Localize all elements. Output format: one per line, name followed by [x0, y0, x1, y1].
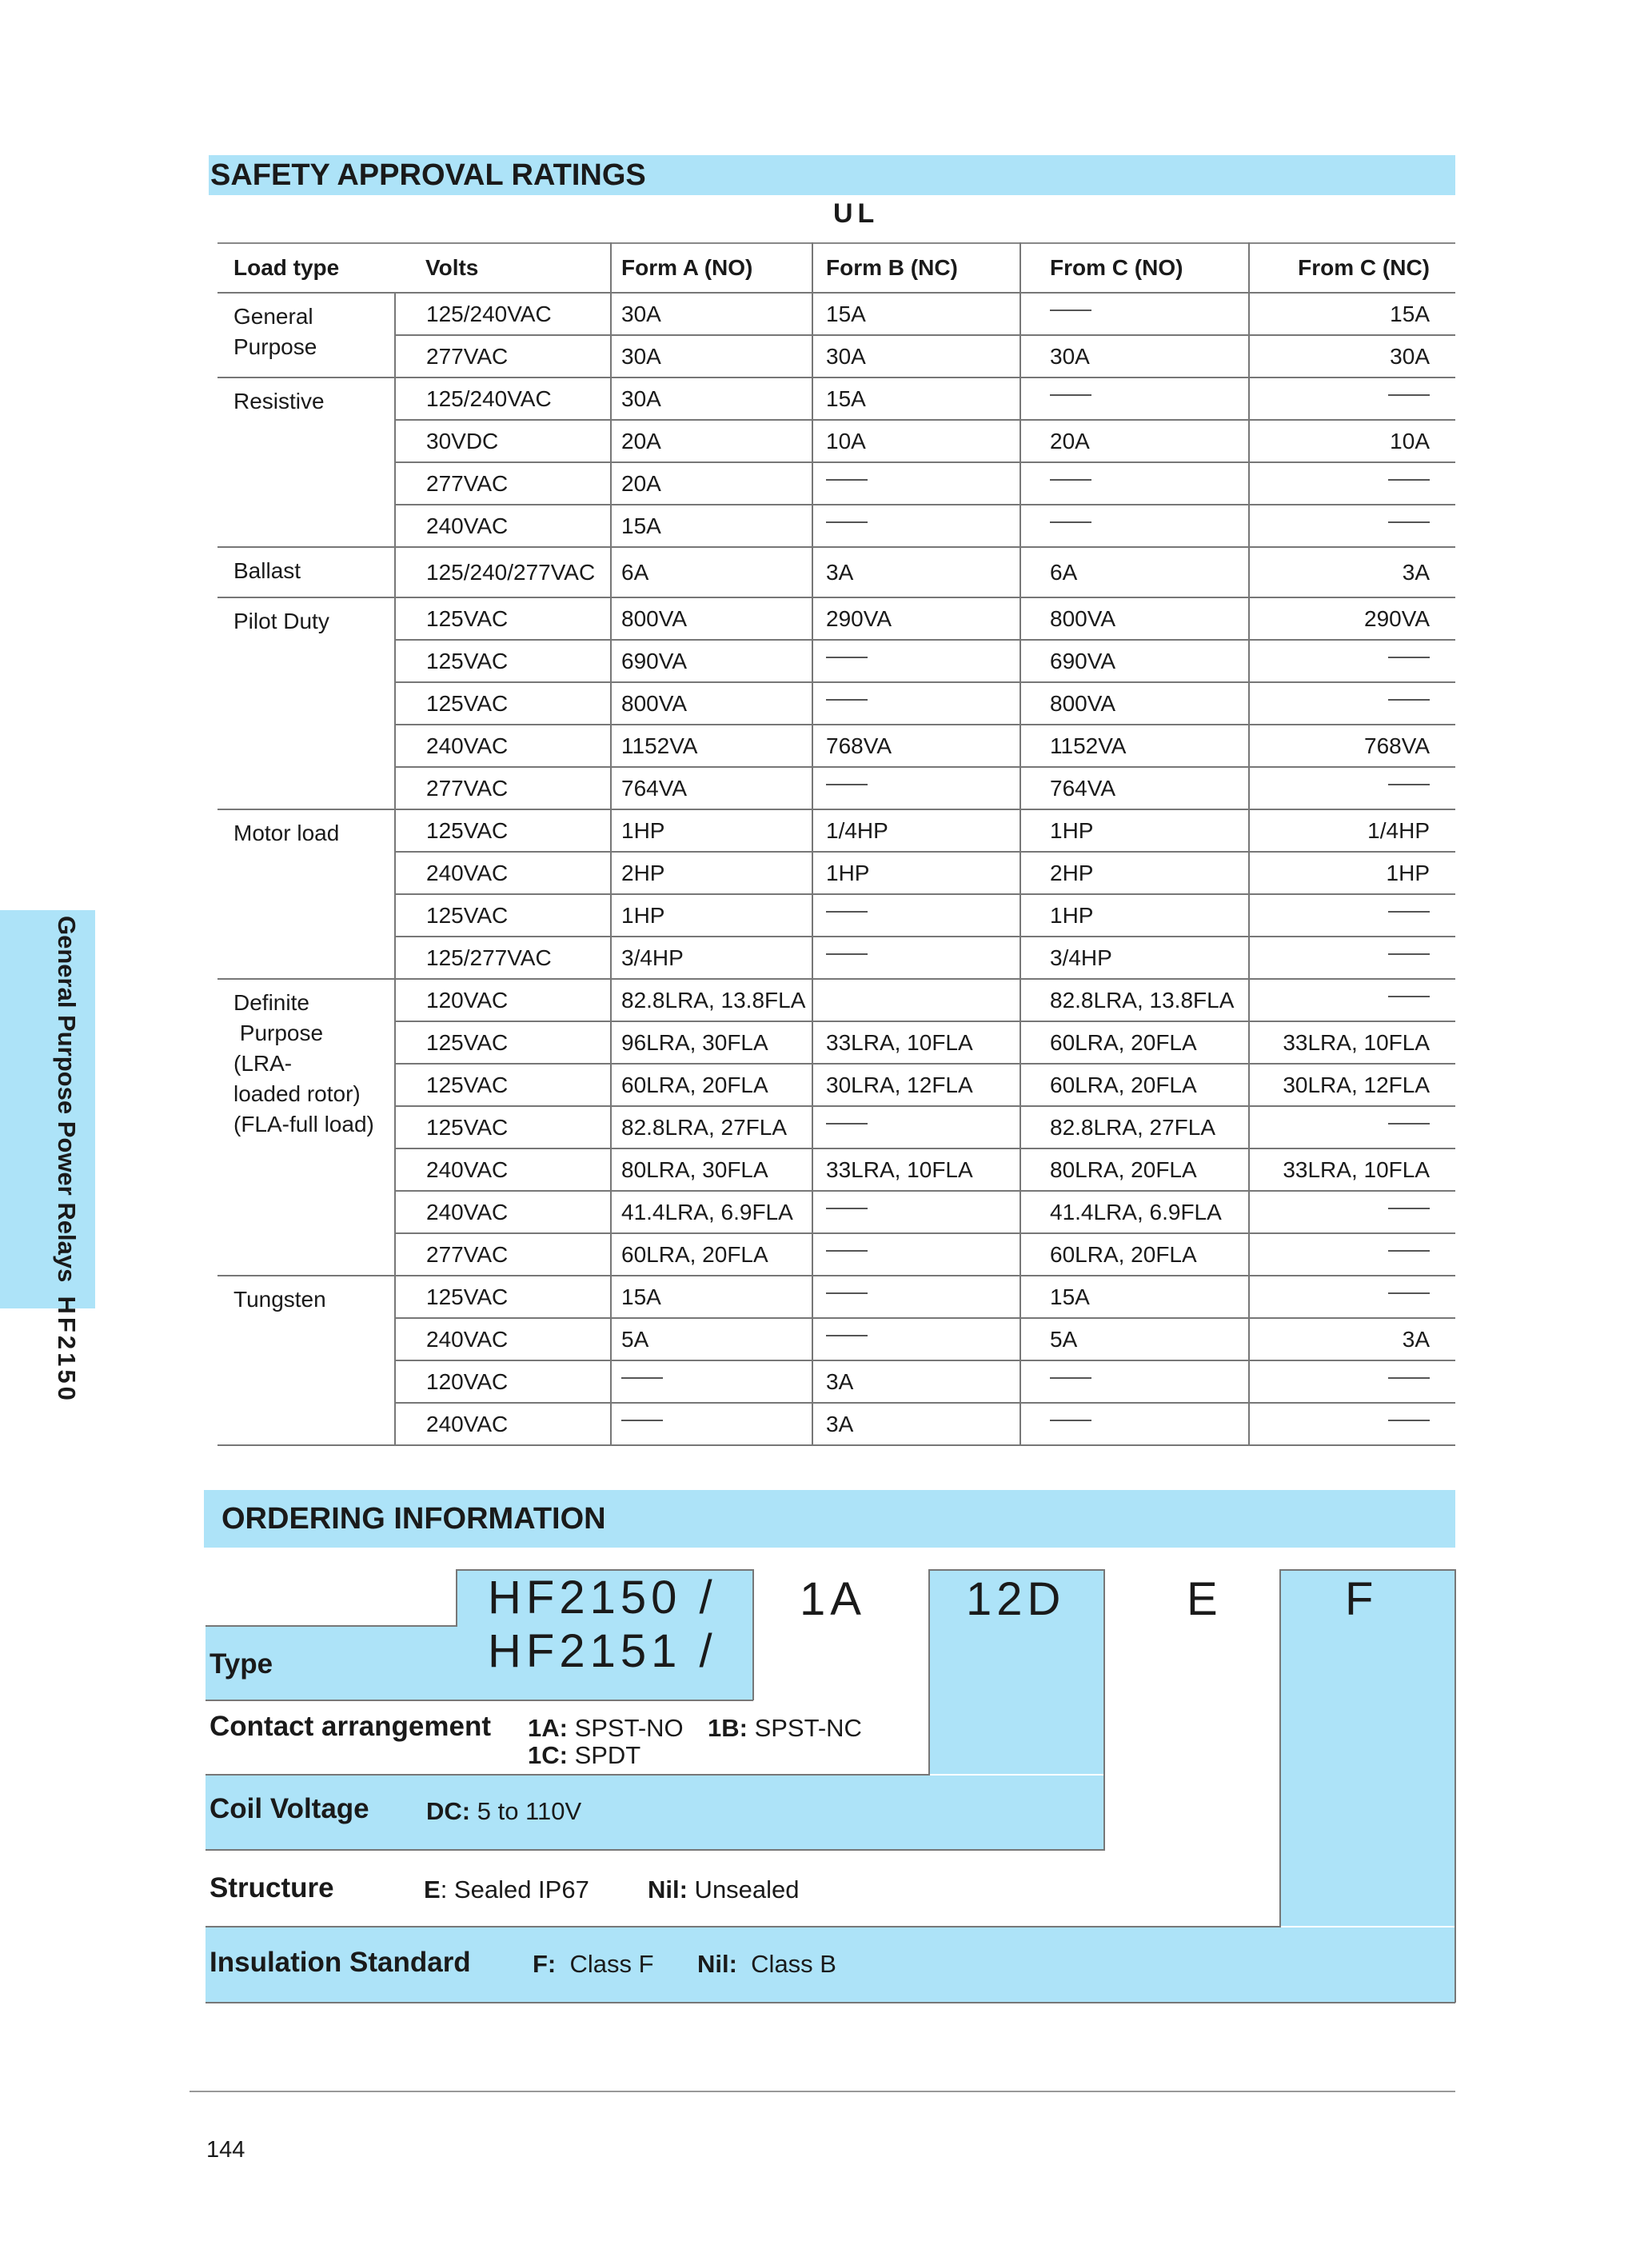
- dash-mark: [826, 1292, 868, 1294]
- form-c-nc-cell-empty: [1249, 1233, 1455, 1276]
- side-tab-title: General Purpose Power Relays: [53, 916, 81, 1283]
- contact-1b-key: 1B:: [708, 1714, 748, 1742]
- form-c-no-cell-empty: [1020, 462, 1249, 505]
- form-a-cell: 41.4LRA, 6.9FLA: [611, 1191, 812, 1233]
- volts-cell: 125VAC: [395, 640, 611, 682]
- dash-mark: [826, 1123, 868, 1124]
- form-c-nc-cell: 1HP: [1249, 852, 1455, 894]
- form-c-no-cell: 15A: [1020, 1276, 1249, 1318]
- form-b-cell: 15A: [812, 377, 1020, 420]
- form-b-cell-empty: [812, 1191, 1020, 1233]
- form-c-no-cell: 82.8LRA, 13.8FLA: [1020, 979, 1249, 1021]
- page-number: 144: [206, 2137, 245, 2163]
- form-a-cell: 15A: [611, 1276, 812, 1318]
- type-box-left-line: [456, 1569, 457, 1627]
- form-c-no-cell: 60LRA, 20FLA: [1020, 1064, 1249, 1106]
- structure-e-value: : Sealed IP67: [440, 1875, 589, 1903]
- side-tab: [0, 910, 95, 1308]
- table-row: [217, 1148, 1455, 1191]
- header-form-c-nc: From C (NC): [1249, 243, 1455, 293]
- table-row: [217, 1191, 1455, 1233]
- form-a-cell: 30A: [611, 377, 812, 420]
- structure-row-bottom-line: [206, 1926, 1280, 1927]
- form-b-cell-empty: [812, 682, 1020, 725]
- form-c-nc-cell: 33LRA, 10FLA: [1249, 1021, 1455, 1064]
- form-b-cell: 15A: [812, 293, 1020, 335]
- table-row: [217, 1021, 1455, 1064]
- ordering-title: ORDERING INFORMATION: [221, 1502, 606, 1536]
- code-insulation: F: [1345, 1573, 1379, 1625]
- contact-row-bottom-line: [206, 1774, 929, 1776]
- contact-option-1a: [528, 1714, 684, 1743]
- form-c-no-cell: 60LRA, 20FLA: [1020, 1021, 1249, 1064]
- form-c-no-cell: 80LRA, 20FLA: [1020, 1148, 1249, 1191]
- table-row: [217, 1360, 1455, 1403]
- contact-1a-value: SPST-NO: [567, 1714, 684, 1742]
- header-form-a: Form A (NO): [611, 243, 812, 293]
- insulation-f-key: F:: [533, 1950, 557, 1978]
- form-c-no-cell-empty: [1020, 377, 1249, 420]
- form-a-cell: 2HP: [611, 852, 812, 894]
- form-b-cell-empty: [812, 462, 1020, 505]
- dash-mark: [826, 1208, 868, 1209]
- form-a-cell: 1HP: [611, 809, 812, 852]
- safety-title: SAFETY APPROVAL RATINGS: [210, 158, 646, 192]
- insulation-label: Insulation Standard: [209, 1947, 471, 1978]
- contact-1c-key: 1C:: [528, 1741, 568, 1769]
- dash-mark: [826, 784, 868, 785]
- volts-cell: 240VAC: [395, 1403, 611, 1445]
- form-c-no-cell: 6A: [1020, 547, 1249, 597]
- form-a-cell: 1152VA: [611, 725, 812, 767]
- form-b-cell: 290VA: [812, 597, 1020, 640]
- form-b-cell-empty: [812, 1276, 1020, 1318]
- form-c-nc-cell-empty: [1249, 1191, 1455, 1233]
- load-type-cell: Motor load: [217, 809, 395, 979]
- form-a-cell: 30A: [611, 335, 812, 377]
- form-b-cell-empty: [812, 894, 1020, 937]
- dash-mark: [1050, 1377, 1091, 1379]
- structure-nil-value: Unsealed: [687, 1875, 800, 1903]
- volts-cell: 125VAC: [395, 1106, 611, 1148]
- ul-label: UL: [833, 198, 880, 229]
- dash-mark: [1388, 1250, 1430, 1252]
- header-load-type: Load type: [217, 243, 395, 293]
- form-b-cell: 30A: [812, 335, 1020, 377]
- form-a-cell: 800VA: [611, 597, 812, 640]
- volts-cell: 240VAC: [395, 1318, 611, 1360]
- table-row: [217, 1276, 1455, 1318]
- side-tab-text: [52, 916, 81, 1404]
- insulation-right-line: [1454, 1569, 1456, 2003]
- dash-mark: [1388, 911, 1430, 913]
- contact-right-line: [928, 1569, 930, 1776]
- volts-cell: 277VAC: [395, 767, 611, 809]
- form-a-cell: 3/4HP: [611, 937, 812, 979]
- volts-cell: 240VAC: [395, 1148, 611, 1191]
- form-c-nc-cell: 15A: [1249, 293, 1455, 335]
- form-c-no-cell-empty: [1020, 293, 1249, 335]
- structure-option-nil: [648, 1875, 800, 1904]
- form-c-no-cell-empty: [1020, 1403, 1249, 1445]
- volts-cell: 125VAC: [395, 1276, 611, 1318]
- form-b-cell: 3A: [812, 1360, 1020, 1403]
- dash-mark: [826, 657, 868, 658]
- form-b-cell-blank: [812, 979, 1020, 1021]
- table-row: [217, 682, 1455, 725]
- volts-cell: 240VAC: [395, 852, 611, 894]
- form-b-cell: 30LRA, 12FLA: [812, 1064, 1020, 1106]
- coil-label: Coil Voltage: [209, 1793, 369, 1824]
- form-c-nc-cell: 3A: [1249, 547, 1455, 597]
- volts-cell: 240VAC: [395, 505, 611, 547]
- type-label: Type: [209, 1648, 273, 1680]
- form-c-nc-cell: 290VA: [1249, 597, 1455, 640]
- table-row: [217, 809, 1455, 852]
- form-c-nc-cell-empty: [1249, 1106, 1455, 1148]
- form-c-no-cell: 41.4LRA, 6.9FLA: [1020, 1191, 1249, 1233]
- form-b-cell-empty: [812, 937, 1020, 979]
- contact-option-1b: [708, 1714, 862, 1743]
- form-c-no-cell-empty: [1020, 1360, 1249, 1403]
- volts-cell: 240VAC: [395, 725, 611, 767]
- contact-label: Contact arrangement: [209, 1711, 492, 1742]
- dash-mark: [1388, 394, 1430, 396]
- structure-label: Structure: [209, 1872, 334, 1903]
- insulation-nil-key: Nil:: [697, 1950, 737, 1978]
- dash-mark: [1388, 1208, 1430, 1209]
- table-row: [217, 420, 1455, 462]
- volts-cell: 125/240VAC: [395, 293, 611, 335]
- table-row: [217, 547, 1455, 597]
- dash-mark: [1050, 521, 1091, 523]
- dash-mark: [1050, 394, 1091, 396]
- dash-mark: [1388, 479, 1430, 481]
- dash-mark: [1050, 1420, 1091, 1421]
- table-row: [217, 1106, 1455, 1148]
- load-type-cell: Resistive: [217, 377, 395, 547]
- ratings-header-row: [217, 243, 1455, 293]
- coil-row-bottom-line: [206, 1849, 1104, 1851]
- volts-cell: 125VAC: [395, 894, 611, 937]
- form-c-no-cell: 30A: [1020, 335, 1249, 377]
- dash-mark: [826, 699, 868, 701]
- table-row: [217, 1403, 1455, 1445]
- form-c-nc-cell: 1/4HP: [1249, 809, 1455, 852]
- form-a-cell: 80LRA, 30FLA: [611, 1148, 812, 1191]
- form-c-nc-cell-empty: [1249, 937, 1455, 979]
- table-row: [217, 335, 1455, 377]
- form-c-no-cell: 5A: [1020, 1318, 1249, 1360]
- dash-mark: [621, 1377, 663, 1379]
- insulation-option-nil: [697, 1950, 836, 1979]
- dash-mark: [1388, 996, 1430, 997]
- code-type-hf2150: HF2150 /: [488, 1572, 717, 1624]
- volts-cell: 30VDC: [395, 420, 611, 462]
- dash-mark: [826, 1250, 868, 1252]
- dash-mark: [826, 1335, 868, 1336]
- header-form-c-no: From C (NO): [1020, 243, 1249, 293]
- volts-cell: 125/240VAC: [395, 377, 611, 420]
- structure-option-e: [424, 1875, 589, 1904]
- table-row: [217, 894, 1455, 937]
- form-b-cell: 33LRA, 10FLA: [812, 1021, 1020, 1064]
- dash-mark: [826, 521, 868, 523]
- table-row: [217, 640, 1455, 682]
- form-c-nc-cell-empty: [1249, 979, 1455, 1021]
- form-a-cell: 6A: [611, 547, 812, 597]
- dash-mark: [826, 953, 868, 955]
- form-b-cell-empty: [812, 1318, 1020, 1360]
- form-a-cell: 30A: [611, 293, 812, 335]
- form-b-cell-empty: [812, 640, 1020, 682]
- table-row: [217, 462, 1455, 505]
- form-a-cell: 690VA: [611, 640, 812, 682]
- dash-mark: [826, 479, 868, 481]
- load-type-cell: Tungsten: [217, 1276, 395, 1445]
- form-c-nc-cell-empty: [1249, 640, 1455, 682]
- form-b-cell: 3A: [812, 1403, 1020, 1445]
- form-c-no-cell: 764VA: [1020, 767, 1249, 809]
- form-c-nc-cell: 10A: [1249, 420, 1455, 462]
- volts-cell: 125/277VAC: [395, 937, 611, 979]
- form-a-cell: 15A: [611, 505, 812, 547]
- volts-cell: 240VAC: [395, 1191, 611, 1233]
- form-a-cell-empty: [611, 1360, 812, 1403]
- form-a-cell: 764VA: [611, 767, 812, 809]
- form-c-nc-cell: 3A: [1249, 1318, 1455, 1360]
- form-c-no-cell: 1HP: [1020, 894, 1249, 937]
- volts-cell: 277VAC: [395, 1233, 611, 1276]
- dash-mark: [1050, 310, 1091, 311]
- form-c-no-cell: 1152VA: [1020, 725, 1249, 767]
- form-b-cell-empty: [812, 505, 1020, 547]
- form-b-cell: 3A: [812, 547, 1020, 597]
- coil-right-line: [1103, 1569, 1105, 1851]
- dash-mark: [826, 911, 868, 913]
- volts-cell: 125VAC: [395, 809, 611, 852]
- contact-1a-key: 1A:: [528, 1714, 568, 1742]
- header-form-b: Form B (NC): [812, 243, 1020, 293]
- dash-mark: [1388, 953, 1430, 955]
- load-type-cell: General Purpose: [217, 293, 395, 377]
- form-a-cell: 96LRA, 30FLA: [611, 1021, 812, 1064]
- form-c-nc-cell-empty: [1249, 1276, 1455, 1318]
- table-row: [217, 979, 1455, 1021]
- form-b-cell: 33LRA, 10FLA: [812, 1148, 1020, 1191]
- form-b-cell-empty: [812, 1106, 1020, 1148]
- volts-cell: 277VAC: [395, 335, 611, 377]
- table-row: [217, 1318, 1455, 1360]
- form-c-no-cell: 2HP: [1020, 852, 1249, 894]
- form-c-nc-cell-empty: [1249, 462, 1455, 505]
- dash-mark: [1388, 784, 1430, 785]
- form-a-cell: 82.8LRA, 13.8FLA: [611, 979, 812, 1021]
- form-c-no-cell-empty: [1020, 505, 1249, 547]
- code-contact: 1A: [800, 1573, 866, 1625]
- table-row: [217, 377, 1455, 420]
- footer-divider: [190, 2091, 1455, 2092]
- coil-dc-value: 5 to 110V: [470, 1797, 582, 1825]
- coil-dc-key: DC:: [426, 1797, 471, 1825]
- form-a-cell: 60LRA, 20FLA: [611, 1064, 812, 1106]
- dash-mark: [1388, 1292, 1430, 1294]
- form-c-nc-cell: 768VA: [1249, 725, 1455, 767]
- form-c-nc-cell-empty: [1249, 377, 1455, 420]
- form-c-nc-cell-empty: [1249, 767, 1455, 809]
- form-c-nc-cell-empty: [1249, 505, 1455, 547]
- dash-mark: [1388, 657, 1430, 658]
- insulation-column-left-line: [1279, 1569, 1281, 1927]
- dash-mark: [1050, 479, 1091, 481]
- code-structure: E: [1187, 1573, 1223, 1625]
- structure-nil-key: Nil:: [648, 1875, 688, 1903]
- form-a-cell: 82.8LRA, 27FLA: [611, 1106, 812, 1148]
- form-a-cell: 20A: [611, 462, 812, 505]
- form-b-cell-empty: [812, 1233, 1020, 1276]
- dash-mark: [1388, 1377, 1430, 1379]
- contact-1c-value: SPDT: [567, 1741, 641, 1769]
- insulation-nil-value: Class B: [736, 1950, 836, 1978]
- dash-mark: [621, 1420, 663, 1421]
- volts-cell: 120VAC: [395, 979, 611, 1021]
- form-c-nc-cell-empty: [1249, 682, 1455, 725]
- dash-mark: [1388, 521, 1430, 523]
- form-a-cell: 800VA: [611, 682, 812, 725]
- coil-column-top-line: [929, 1569, 1104, 1571]
- insulation-column-top-line: [1280, 1569, 1455, 1571]
- form-a-cell: 20A: [611, 420, 812, 462]
- form-c-no-cell: 3/4HP: [1020, 937, 1249, 979]
- load-type-cell: Pilot Duty: [217, 597, 395, 809]
- load-type-cell: Ballast: [217, 547, 395, 597]
- volts-cell: 125VAC: [395, 1021, 611, 1064]
- volts-cell: 277VAC: [395, 462, 611, 505]
- form-c-no-cell: 1HP: [1020, 809, 1249, 852]
- type-row-top-line: [206, 1625, 457, 1627]
- insulation-bottom-line: [206, 2002, 1455, 2003]
- form-b-cell: 1HP: [812, 852, 1020, 894]
- insulation-f-value: Class F: [556, 1950, 654, 1978]
- type-box-right-line: [752, 1569, 754, 1700]
- ratings-table: [217, 242, 1455, 1446]
- table-row: [217, 293, 1455, 335]
- type-row-bottom-line: [206, 1700, 753, 1701]
- insulation-option-f: [533, 1950, 654, 1979]
- form-a-cell: 1HP: [611, 894, 812, 937]
- form-c-nc-cell-empty: [1249, 894, 1455, 937]
- form-c-no-cell: 82.8LRA, 27FLA: [1020, 1106, 1249, 1148]
- form-b-cell: 1/4HP: [812, 809, 1020, 852]
- volts-cell: 125VAC: [395, 597, 611, 640]
- form-c-nc-cell-empty: [1249, 1403, 1455, 1445]
- form-c-nc-cell: 30LRA, 12FLA: [1249, 1064, 1455, 1106]
- table-row: [217, 725, 1455, 767]
- form-c-nc-cell-empty: [1249, 1360, 1455, 1403]
- load-type-cell: Definite Purpose (LRA- loaded rotor) (FLA-full load): [217, 979, 395, 1276]
- form-c-no-cell: 690VA: [1020, 640, 1249, 682]
- volts-cell: 125/240/277VAC: [395, 547, 611, 597]
- form-c-no-cell: 800VA: [1020, 682, 1249, 725]
- form-a-cell-empty: [611, 1403, 812, 1445]
- volts-cell: 120VAC: [395, 1360, 611, 1403]
- code-coil: 12D: [966, 1573, 1066, 1625]
- table-row: [217, 505, 1455, 547]
- code-type-hf2151: HF2151 /: [488, 1625, 717, 1677]
- table-row: [217, 767, 1455, 809]
- table-row: [217, 597, 1455, 640]
- coil-option-dc: [426, 1797, 581, 1826]
- table-row: [217, 1233, 1455, 1276]
- form-c-nc-cell: 33LRA, 10FLA: [1249, 1148, 1455, 1191]
- dash-mark: [1388, 1420, 1430, 1421]
- volts-cell: 125VAC: [395, 1064, 611, 1106]
- form-b-cell-empty: [812, 767, 1020, 809]
- form-c-no-cell: 60LRA, 20FLA: [1020, 1233, 1249, 1276]
- volts-cell: 125VAC: [395, 682, 611, 725]
- form-a-cell: 60LRA, 20FLA: [611, 1233, 812, 1276]
- form-c-no-cell: 800VA: [1020, 597, 1249, 640]
- table-row: [217, 937, 1455, 979]
- form-b-cell: 10A: [812, 420, 1020, 462]
- form-c-no-cell: 20A: [1020, 420, 1249, 462]
- dash-mark: [1388, 1123, 1430, 1124]
- dash-mark: [1388, 699, 1430, 701]
- form-c-nc-cell: 30A: [1249, 335, 1455, 377]
- side-tab-model: HF2150: [53, 1296, 81, 1404]
- table-row: [217, 1064, 1455, 1106]
- table-row: [217, 852, 1455, 894]
- contact-option-1c: [528, 1741, 640, 1770]
- form-b-cell: 768VA: [812, 725, 1020, 767]
- form-a-cell: 5A: [611, 1318, 812, 1360]
- contact-1b-value: SPST-NC: [747, 1714, 862, 1742]
- structure-e-key: E: [424, 1875, 441, 1903]
- header-volts: Volts: [395, 243, 611, 293]
